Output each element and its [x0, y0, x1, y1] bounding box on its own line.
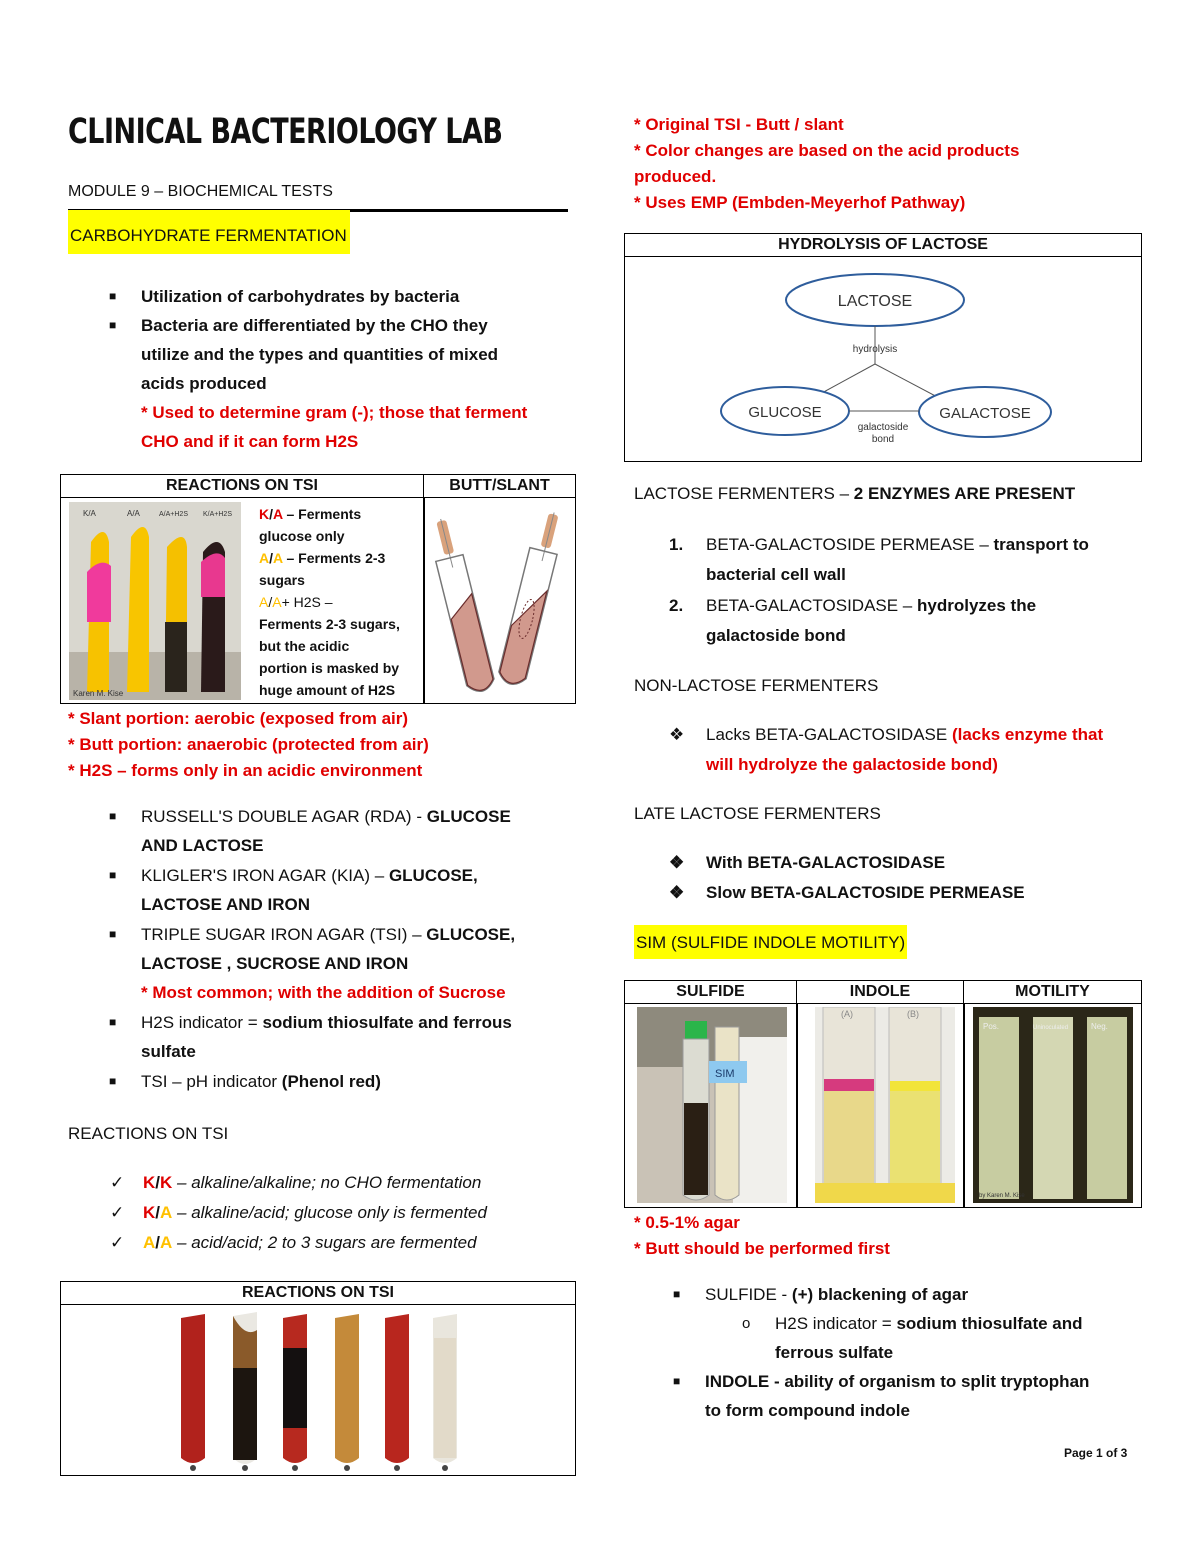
- reaction-aa-h2s: A/A+ H2S –: [259, 594, 333, 610]
- list-item: ■ Bacteria are differentiated by the CHO they: [109, 316, 488, 335]
- column-divider: [796, 1003, 798, 1207]
- sulfide-photo: [637, 1007, 787, 1203]
- hydrolysis-diagram: [715, 270, 1055, 456]
- reaction-aa-cont: sugars: [259, 572, 305, 588]
- lf-heading: LACTOSE FERMENTERS – 2 ENZYMES ARE PRESENT: [634, 484, 1076, 503]
- indole-label: (A): [841, 1009, 853, 1019]
- tsi-photo-table: [60, 1281, 576, 1476]
- photo-label: K/A: [83, 509, 96, 518]
- hydrolysis-table: [624, 233, 1142, 462]
- motility-label: Neg.: [1091, 1022, 1108, 1031]
- list-item: 2. BETA-GALACTOSIDASE – hydrolyzes the: [669, 596, 1037, 615]
- reaction-ka-cont: glucose only: [259, 528, 345, 544]
- motility-photo: [973, 1007, 1133, 1203]
- reaction-text: huge amount of H2S: [259, 682, 396, 698]
- note: * Original TSI - Butt / slant: [634, 115, 844, 134]
- note: produced.: [634, 167, 717, 186]
- list-item: ■ KLIGLER'S IRON AGAR (KIA) – GLUCOSE,: [109, 866, 478, 885]
- list-item: ■ TSI – pH indicator (Phenol red): [109, 1072, 381, 1091]
- tsi-reactions-table: [60, 474, 576, 704]
- llf-heading: LATE LACTOSE FERMENTERS: [634, 804, 881, 823]
- table-header: REACTIONS ON TSI: [61, 1282, 575, 1305]
- table-header: SULFIDE: [625, 981, 797, 1004]
- carb-heading: CARBOHYDRATE FERMENTATION: [68, 210, 350, 254]
- list-item: ❖ With BETA-GALACTOSIDASE: [669, 853, 946, 872]
- reaction-ka: K/A – Ferments: [259, 506, 362, 522]
- bond-label: bond: [871, 434, 895, 445]
- lactose-node: LACTOSE: [837, 293, 913, 310]
- note: * Uses EMP (Embden-Meyerhof Pathway): [634, 193, 966, 212]
- list-item-cont: acids produced: [141, 374, 267, 393]
- module-heading: MODULE 9 – BIOCHEMICAL TESTS: [68, 183, 333, 200]
- list-item: ❖ Slow BETA-GALACTOSIDE PERMEASE: [669, 883, 1025, 902]
- reaction-aa: A/A – Ferments 2-3: [259, 550, 386, 566]
- sim-table: [624, 980, 1142, 1208]
- reaction-text: Ferments 2-3 sugars,: [259, 616, 400, 632]
- indole-label: (B): [907, 1009, 919, 1019]
- list-item: ■ SULFIDE - (+) blackening of agar: [673, 1285, 969, 1304]
- list-item: 1. BETA-GALACTOSIDE PERMEASE – transport to: [669, 535, 1089, 554]
- sub-list-item-cont: ferrous sulfate: [775, 1343, 894, 1362]
- list-item-cont: galactoside bond: [706, 626, 846, 645]
- sim-list: [632, 1280, 1152, 1425]
- list-note: * Most common; with the addition of Sucrose: [141, 983, 506, 1002]
- galactose-node: GALACTOSE: [939, 405, 1031, 422]
- right-notes: [634, 112, 1019, 216]
- carb-heading-wrap: [68, 210, 350, 254]
- list-item-cont: sulfate: [141, 1042, 196, 1061]
- page-number: Page 1 of 3: [1064, 1446, 1128, 1460]
- note: * 0.5-1% agar: [634, 1213, 740, 1232]
- table-header: REACTIONS ON TSI: [61, 475, 424, 498]
- bond-label: galactoside: [857, 422, 909, 433]
- butt-slant-diagram: [433, 499, 573, 699]
- photo-credit: by Karen M. Kise: [979, 1193, 1025, 1199]
- reaction-text: but the acidic: [259, 638, 350, 654]
- list-item-cont: AND LACTOSE: [141, 836, 264, 855]
- sim-heading-wrap: [634, 925, 907, 959]
- tube-label: SIM: [715, 1068, 735, 1080]
- table-header: HYDROLYSIS OF LACTOSE: [625, 234, 1141, 257]
- list-item-cont: LACTOSE AND IRON: [141, 895, 311, 914]
- carb-note-cont: CHO and if it can form H2S: [141, 432, 359, 451]
- list-item-cont: will hydrolyze the galactoside bond): [706, 755, 998, 774]
- list-item-cont: to form compound indole: [705, 1401, 910, 1420]
- list-item: ❖ Lacks BETA-GALACTOSIDASE (lacks enzyme that: [669, 725, 1104, 744]
- motility-label: Pos.: [983, 1022, 1000, 1031]
- list-item-cont: bacterial cell wall: [706, 565, 846, 584]
- table-header: INDOLE: [797, 981, 964, 1004]
- list-item: ✓ K/K – alkaline/alkaline; no CHO fermentation: [110, 1173, 482, 1192]
- motility-label: Uninoculated: [1033, 1025, 1069, 1031]
- list-item: ✓ K/A – alkaline/acid; glucose only is fermented: [110, 1203, 487, 1222]
- llf-list: [624, 848, 1154, 908]
- list-item-cont: LACTOSE , SUCROSE AND IRON: [141, 954, 409, 973]
- note: * H2S – forms only in an acidic environment: [68, 761, 423, 780]
- table-header: BUTT/SLANT: [424, 475, 575, 498]
- column-divider: [963, 1003, 965, 1207]
- list-item: ■ INDOLE - ability of organism to split tryptophan: [673, 1372, 1090, 1391]
- note: * Slant portion: aerobic (exposed from air): [68, 709, 409, 728]
- carb-bullets: [68, 282, 588, 456]
- tsi-descriptions: [259, 503, 425, 701]
- photo-label: K/A+H2S: [203, 511, 232, 518]
- reaction-text: portion is masked by: [259, 660, 400, 676]
- carb-note: * Used to determine gram (-); those that ferment: [141, 403, 528, 422]
- nlf-heading: NON-LACTOSE FERMENTERS: [634, 676, 879, 695]
- list-item: ■ H2S indicator = sodium thiosulfate and ferrous: [109, 1013, 512, 1032]
- list-item: ■ RUSSELL'S DOUBLE AGAR (RDA) - GLUCOSE: [109, 807, 511, 826]
- tsi-notes: [68, 706, 429, 784]
- photo-label: A/A: [127, 509, 140, 518]
- indole-photo: [815, 1007, 955, 1203]
- list-item: ✓ A/A – acid/acid; 2 to 3 sugars are fermented: [110, 1233, 477, 1252]
- photo-credit: Karen M. Kise: [73, 689, 124, 698]
- nlf-list: [624, 720, 1154, 780]
- list-item-cont: utilize and the types and quantities of mixed: [141, 345, 499, 364]
- reactions-heading: REACTIONS ON TSI: [68, 1124, 229, 1143]
- sim-heading: SIM (SULFIDE INDOLE MOTILITY): [634, 925, 907, 959]
- hydrolysis-label: hydrolysis: [852, 344, 898, 355]
- sub-list-item: o H2S indicator = sodium thiosulfate and: [742, 1314, 1083, 1333]
- page-title: CLINICAL BACTERIOLOGY LAB: [68, 112, 503, 153]
- media-list: [68, 802, 588, 1096]
- glucose-node: GLUCOSE: [748, 404, 822, 421]
- reactions-list: [68, 1168, 588, 1258]
- note: * Butt portion: anaerobic (protected from air): [68, 735, 429, 754]
- lf-list: [624, 530, 1154, 651]
- note: * Butt should be performed first: [634, 1239, 890, 1258]
- photo-label: A/A+H2S: [159, 511, 188, 518]
- sim-notes: [634, 1210, 890, 1262]
- list-item: ■ TRIPLE SUGAR IRON AGAR (TSI) – GLUCOSE,: [109, 925, 516, 944]
- list-item: ■ Utilization of carbohydrates by bacteria: [109, 287, 460, 306]
- tsi-six-tubes-photo: [175, 1308, 465, 1472]
- tsi-tubes-photo: [69, 502, 241, 700]
- table-header: MOTILITY: [964, 981, 1141, 1004]
- note: * Color changes are based on the acid products: [634, 141, 1020, 160]
